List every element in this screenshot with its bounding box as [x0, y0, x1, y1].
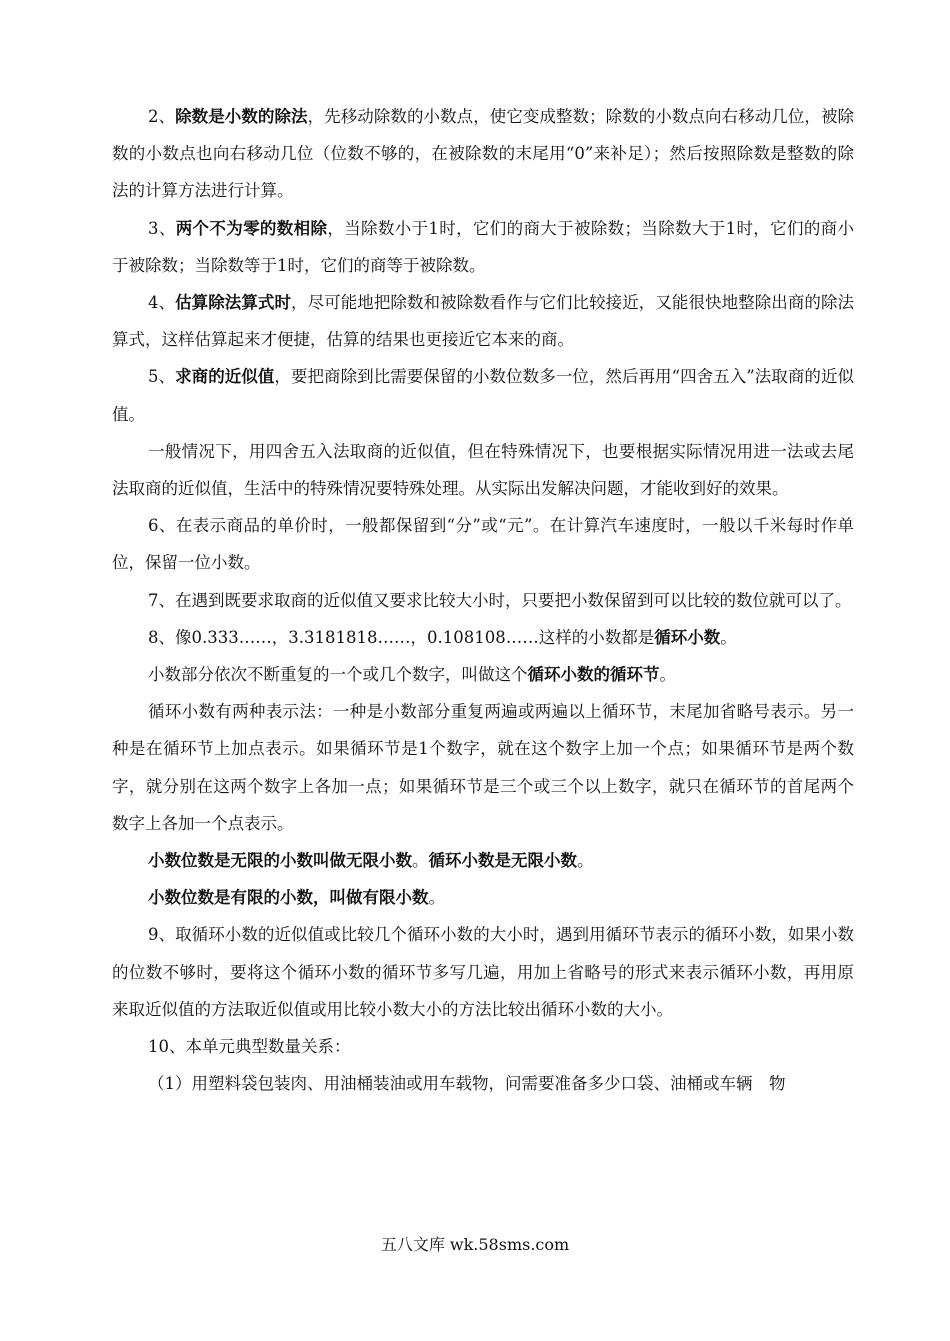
paragraph-1	[112, 98, 854, 210]
paragraph-8	[112, 619, 854, 656]
paragraph-11	[112, 842, 854, 879]
text-run: 小数部分依次不断重复的一个或几个数字，叫做这个	[148, 665, 528, 685]
text-run: 。	[659, 665, 676, 685]
text-run: ，当除数小于1时，它们的商大于被除数；当除数大于1时，它们的商小于被除数；当除数等于1时，它们的商等于被除数。	[112, 218, 855, 275]
text-run: 。	[412, 851, 429, 871]
text-run: 6、在表示商品的单价时，一般都保留到“分”或“元”。在计算汽车速度时，一般以千米每时作单位，保留一位小数。	[112, 516, 854, 573]
text-run: 2、	[148, 107, 176, 126]
text-run: 。	[428, 888, 445, 908]
text-run: 。	[577, 851, 594, 871]
bold-term: 小数位数是无限的小数叫做无限小数	[148, 851, 412, 871]
text-run: 一般情况下，用四舍五入法取商的近似值，但在特殊情况下，也要根据实际情况用进一法或去尾法取商的近似值，生活中的特殊情况要特殊处理。从实际出发解决问题，才能收到好的效果。	[112, 441, 854, 499]
paragraph-7	[112, 582, 854, 619]
paragraph-13	[112, 916, 854, 1028]
text-run: 。	[720, 627, 737, 647]
text-run: ，要把商除到比需要保留的小数位数多一位，然后再用“四舍五入”法取商的近似值。	[112, 367, 855, 424]
text-run: 循环小数有两种表示法：一种是小数部分重复两遍或两遍以上循环节，末尾加省略号表示。另一种是在循环节上加点表示。如果循环节是1个数字，就在这个数字上加一个点；如果循环节是两个数字，就分别在这两个数字上各加一点；如果循环节是三个或三个以上数字，就只在循环节的首尾两个数字上各加一个点表示。	[112, 702, 854, 833]
paragraph-15	[112, 1065, 854, 1102]
paragraph-9	[112, 656, 854, 693]
paragraph-4	[112, 358, 854, 432]
bold-term: 循环小数的循环节	[527, 665, 660, 685]
text-run: ，尽可能地把除数和被除数看作与它们比较接近，又能很快地整除出商的除法算式，这样估算起来才便捷，估算的结果也更接近它本来的商。	[112, 293, 855, 350]
bold-term: 除数是小数的除法	[175, 107, 308, 126]
text-run: 10、本单元典型数量关系：	[148, 1037, 351, 1057]
bold-term: 小数位数是有限的小数，叫做有限小数	[148, 888, 429, 908]
text-run: （1）用塑料袋包装肉、用油桶装油或用车载物，问需要准备多少口袋、油桶或车辆 物	[148, 1074, 786, 1094]
text-run: 4、	[148, 293, 176, 313]
text-run: 5、	[148, 367, 176, 387]
paragraph-5	[112, 433, 854, 507]
document-body	[112, 98, 854, 1102]
paragraph-12	[112, 879, 854, 916]
paragraph-3	[112, 284, 854, 358]
paragraph-2	[112, 210, 854, 284]
paragraph-6	[112, 507, 854, 581]
text-run: 9、取循环小数的近似值或比较几个循环小数的大小时，遇到用循环节表示的循环小数，如果小数的位数不够时，要将这个循环小数的循环节多写几遍，用加上省略号的形式来表示循环小数，再用原来取近似值的方法取近似值或用比较小数大小的方法比较出循环小数的大小。	[112, 925, 854, 1019]
text-run: 7、在遇到既要求取商的近似值又要求比较大小时，只要把小数保留到可以比较的数位就可以了。	[148, 590, 852, 610]
page-footer: 五八文库 wk.58sms.com	[380, 1235, 570, 1254]
bold-term: 求商的近似值	[175, 367, 275, 387]
paragraph-10	[112, 693, 854, 842]
text-run: ，先移动除数的小数点，使它变成整数；除数的小数点向右移动几位，被除数的小数点也向右移动几位（位数不够的，在被除数的末尾用“0”来补足）；然后按照除数是整数的除法的计算方法进行计算。	[112, 107, 855, 201]
bold-term: 两个不为零的数相除	[175, 218, 328, 238]
text-run: 8、像0.333……，3.3181818……，0.108108……这样的小数都是	[148, 627, 655, 647]
text-run: 3、	[148, 218, 176, 238]
bold-term: 循环小数是无限小数	[428, 851, 577, 871]
paragraph-14	[112, 1028, 854, 1065]
bold-term: 估算除法算式时	[175, 293, 292, 313]
bold-term: 循环小数	[654, 627, 721, 647]
